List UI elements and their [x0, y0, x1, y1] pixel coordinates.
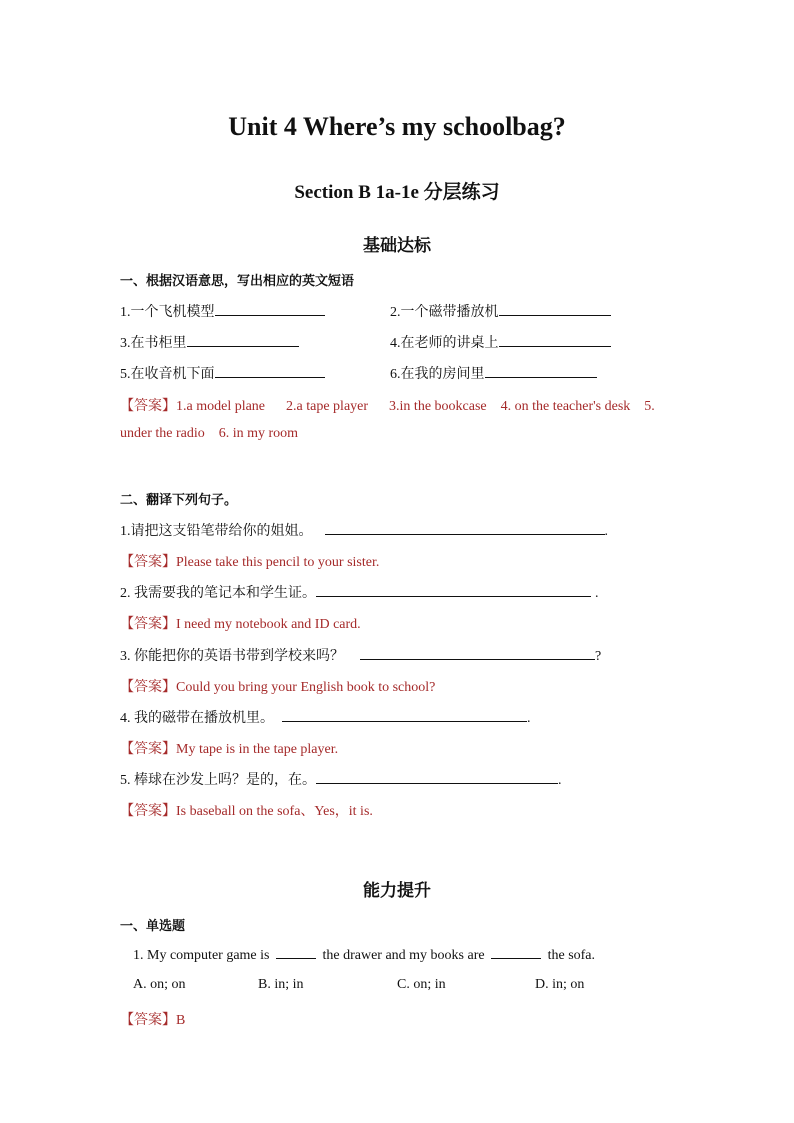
part1-answer-line-1: 【答案】1.a model plane 2.a tape player 3.in the bookcase 4. on the teacher's desk 5. [120, 399, 655, 414]
mc-question-1: 1. My computer game is the drawer and my books are the sofa. [133, 948, 596, 963]
translation-answer-2: 【答案】I need my notebook and ID card. [120, 617, 361, 632]
translation-answer-4: 【答案】My tape is in the tape player. [120, 742, 339, 757]
section-heading-advanced: 能力提升 [363, 881, 431, 900]
translation-question-5: 5. 棒球在沙发上吗？是的，在。 . [120, 773, 562, 788]
translation-answer-1: 【答案】Please take this pencil to your sister. [120, 555, 380, 570]
translation-question-3: 3. 你能把你的英语书带到学校来吗？ ? [120, 649, 602, 664]
phrase-item-1: 1.一个飞机模型 [120, 301, 325, 321]
mc-answer-1: 【答案】B [120, 1013, 186, 1028]
translation-answer-5: 【答案】Is baseball on the sofa、Yes，it is. [120, 804, 373, 819]
mc-option-c: C. on; in [397, 977, 446, 992]
mc-option-b: B. in; in [258, 977, 304, 992]
section-heading-basic: 基础达标 [363, 236, 431, 255]
translation-question-1: 1.请把这支铅笔带给你的姐姐。 . [120, 524, 608, 539]
translation-question-2: 2. 我需要我的笔记本和学生证。 . [120, 586, 599, 601]
page-subtitle: Section B 1a-1e 分层练习 [294, 182, 500, 203]
phrase-item-4: 4.在老师的讲桌上 [390, 332, 611, 352]
mc-option-a: A. on; on [133, 977, 186, 992]
part1-answer-line-2: under the radio 6. in my room [120, 426, 299, 441]
translation-answer-3: 【答案】Could you bring your English book to school? [120, 680, 436, 695]
part1-instruction: 一、根据汉语意思，写出相应的英文短语 [120, 273, 355, 288]
phrase-item-2: 2.一个磁带播放机 [390, 301, 611, 321]
page-title: Unit 4 Where’s my schoolbag? [228, 112, 566, 141]
phrase-item-6: 6.在我的房间里 [390, 363, 597, 383]
part2-instruction: 二、翻译下列句子。 [120, 492, 238, 507]
phrase-item-3: 3.在书柜里 [120, 332, 299, 352]
mc-option-d: D. in; on [535, 977, 585, 992]
translation-question-4: 4. 我的磁带在播放机里。 . [120, 711, 531, 726]
phrase-item-5: 5.在收音机下面 [120, 363, 325, 383]
single-choice-instruction: 一、单选题 [120, 918, 186, 933]
